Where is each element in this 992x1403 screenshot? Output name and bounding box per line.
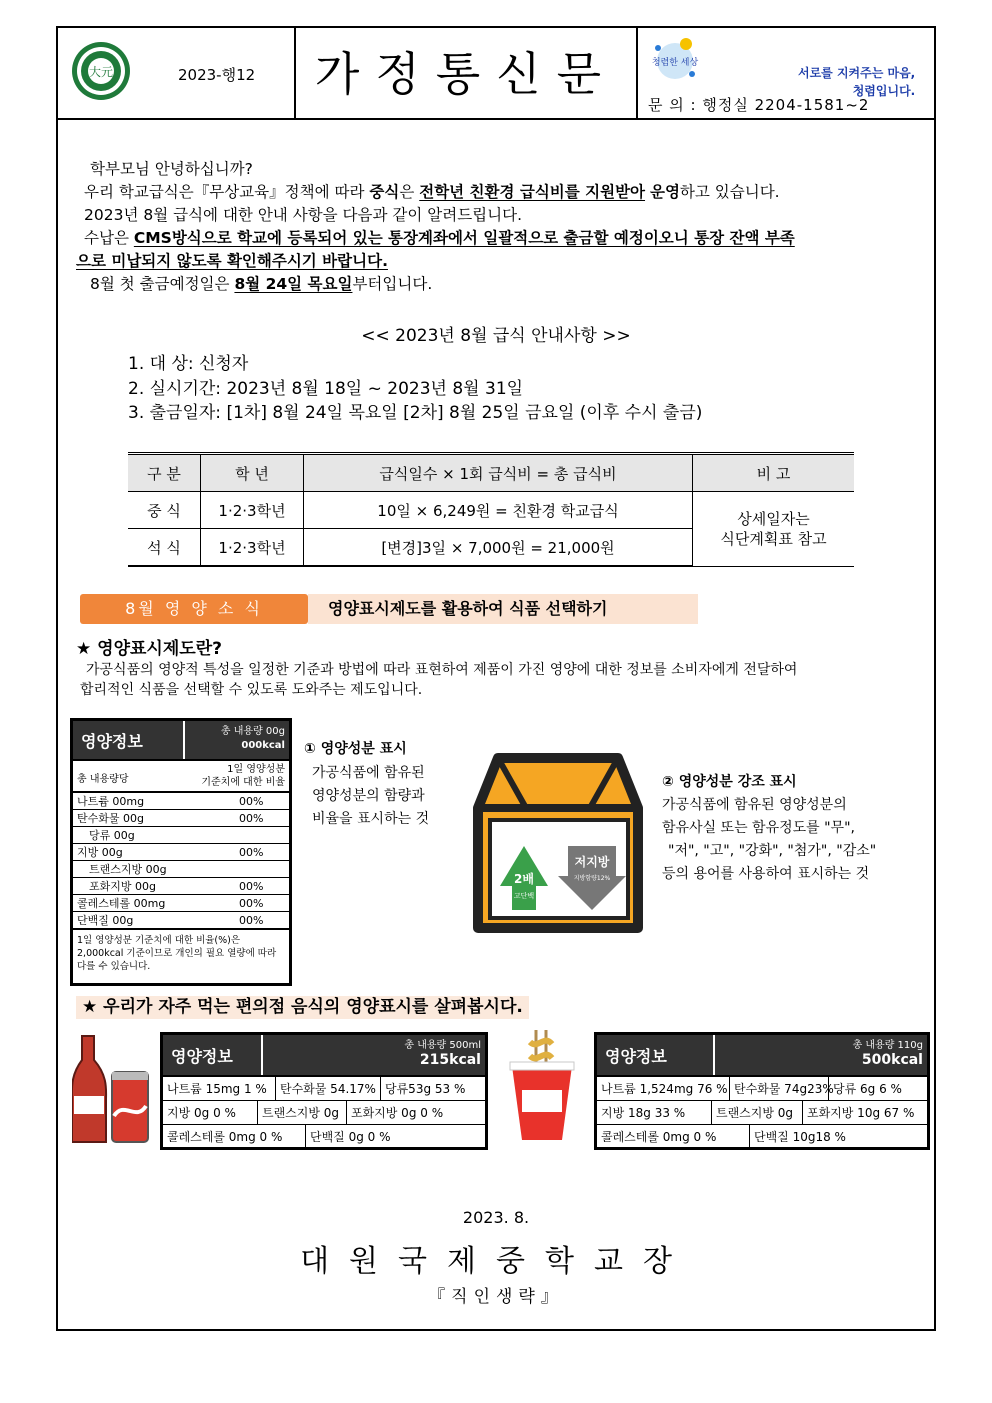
item2-title: ② 영양성분 강조 표시 [662, 774, 797, 790]
label-row: 지방 00g 00% [73, 844, 289, 861]
svg-text:고단백: 고단백 [513, 892, 535, 900]
page-title: 가정통신문 [314, 47, 618, 101]
label-total-kcal: 000kcal [241, 740, 285, 751]
label-row: 지방 18g 33 % 트랜스지방 0g 포화지방 10g 67 % [597, 1101, 927, 1125]
definition-line-2: 합리적인 식품을 선택할 수 있도록 도와주는 제도입니다. [80, 682, 423, 698]
item2-line: "저", "고", "강화", "첨가", "감소" [668, 843, 877, 859]
item2-line: 등의 용어를 사용하여 표시하는 것 [662, 866, 870, 882]
notice-heading: << 2023년 8월 급식 안내사항 >> [361, 326, 631, 346]
svg-text:2배: 2배 [514, 872, 534, 886]
label-header [73, 721, 289, 761]
seal-omitted: 『직인생략』 [428, 1287, 564, 1307]
intro-paragraph-1: 우리 학교급식은『무상교육』정책에 따라 중식은 전학년 친환경 급식비를 지원받아 운영하고 있습니다. [84, 183, 780, 201]
item2-line: 함유사실 또는 함유정도를 "무", [662, 820, 855, 836]
item2-line: 가공식품에 함유된 영양성분의 [662, 797, 847, 813]
label-sub-right-b: 기준치에 대한 비율 [201, 777, 285, 788]
label-sub-left: 총 내용량당 [77, 774, 129, 785]
table-row [128, 492, 854, 529]
table-header: 급식일수 × 1회 급식비 = 총 급식비 [304, 454, 693, 492]
cup-ramen-icon [500, 1030, 584, 1142]
svg-text:지방함량12%: 지방함량12% [573, 875, 611, 882]
label-total [183, 721, 289, 759]
principal-name: 대원국제중학교장 [300, 1244, 692, 1279]
label-header [163, 1035, 485, 1077]
label-row: 콜레스테롤 0mg 0 % 단백질 0g 0 % [163, 1125, 485, 1148]
label-row: 트랜스지방 00g [73, 861, 289, 878]
integrity-slogan [798, 64, 915, 100]
table-remark-cell [693, 492, 855, 567]
label-total [261, 1035, 485, 1075]
table-cell: 중 식 [128, 492, 201, 529]
label-sub-right [201, 763, 285, 789]
label-row: 단백질 00g 00% [77, 913, 264, 927]
table-header: 비 고 [693, 454, 855, 492]
slogan-line-1: 서로를 지켜주는 마음, [798, 66, 916, 80]
label-note: 1일 영양성분 기준치에 대한 비율(%)은 2,000kcal 기준이므로 개인의 필요 열량에 따라 다를 수 있습니다. [73, 928, 289, 977]
item1-line: 비율을 표시하는 것 [312, 811, 430, 827]
cola-nutrition-label [160, 1032, 488, 1150]
contact-info: 문 의 : 행정실 2204-1581~2 [648, 96, 870, 114]
label-row: 포화지방 00g 00% [73, 878, 289, 895]
document-number: 2023-행12 [178, 66, 256, 84]
table-cell: 10일 × 6,249원 = 친환경 학교급식 [304, 492, 693, 529]
table-header: 학 년 [201, 454, 304, 492]
label-row: 나트륨 1,524mg 76 % 탄수화물 74g23% 당류 6g 6 % [597, 1077, 927, 1101]
intro-paragraph-3: 수납은 CMS방식으로 학교에 등록되어 있는 통장계좌에서 일괄적으로 출금할 예정이오니 통장 잔액 부족 [84, 229, 795, 247]
table-cell: [변경]3일 × 7,000원 = 21,000원 [304, 529, 693, 567]
label-total-amount: 총 내용량 110g [852, 1040, 923, 1051]
table-header: 구 분 [128, 454, 201, 492]
remark-line-1: 상세일자는 [737, 509, 810, 528]
slogan-line-2: 청렴입니다. [852, 84, 916, 98]
ramen-nutrition-label [594, 1032, 930, 1150]
item1-line: 가공식품에 함유된 [312, 765, 425, 781]
label-row: 당류 00g [73, 827, 289, 844]
milk-carton-icon [468, 748, 648, 946]
label-row: 콜레스테롤 00mg 00% [73, 895, 289, 912]
definition-line-1: 가공식품의 영양적 특성을 일정한 기준과 방법에 따라 표현하여 제품이 가진 영양에 대한 정보를 소비자에게 전달하여 [86, 662, 798, 678]
news-topic: 영양표시제도를 활용하여 식품 선택하기 [308, 594, 698, 624]
label-total [713, 1035, 927, 1075]
label-sub-right-a: 1일 영양성분 [227, 764, 285, 775]
notice-item-2: 2. 실시기간: 2023년 8월 18일 ~ 2023년 8월 31일 [128, 379, 524, 399]
svg-text:청렴한 세상: 청렴한 세상 [651, 58, 699, 68]
table-cell: 석 식 [128, 529, 201, 567]
label-total-amount: 총 내용량 00g [220, 726, 285, 737]
news-tag: 8월 영 양 소 식 [80, 594, 308, 624]
label-row: 탄수화물 00g 00% [73, 810, 289, 827]
header [58, 28, 934, 120]
label-row: 지방 0g 0 % 트랜스지방 0g 포화지방 0g 0 % [163, 1101, 485, 1125]
footer-date: 2023. 8. [462, 1208, 530, 1227]
sample-nutrition-label [70, 718, 292, 986]
cola-can-icon [72, 1030, 152, 1148]
label-row: 콜레스테롤 0mg 0 % 단백질 10g18 % [597, 1125, 927, 1148]
label-total-kcal: 215kcal [419, 1052, 481, 1068]
section-heading-1: ★ 영양표시제도란? [76, 639, 222, 659]
table-cell: 1·2·3학년 [201, 529, 304, 567]
label-subheader [73, 761, 289, 793]
greeting: 학부모님 안녕하십니까? [90, 160, 253, 178]
section-heading-2: ★ 우리가 자주 먹는 편의점 음식의 영양표시를 살펴봅시다. [76, 996, 529, 1019]
intro-paragraph-3-cont: 으로 미납되지 않도록 확인해주시기 바랍니다. [76, 252, 388, 270]
intro-paragraph-2: 2023년 8월 급식에 대한 안내 사항을 다음과 같이 알려드립니다. [84, 206, 523, 224]
notice-item-1: 1. 대 상: 신청자 [128, 354, 249, 374]
svg-text:大元: 大元 [88, 65, 114, 79]
label-total-amount: 총 내용량 500ml [404, 1040, 481, 1051]
table-cell: 1·2·3학년 [201, 492, 304, 529]
meal-fee-table [128, 452, 854, 567]
label-total-kcal: 500kcal [861, 1052, 923, 1068]
label-name: 영양정보 [163, 1035, 261, 1075]
remark-line-2: 식단계획표 참고 [720, 529, 827, 548]
label-name: 영양정보 [73, 721, 183, 759]
table-header-row [128, 454, 854, 492]
label-name: 영양정보 [597, 1035, 713, 1075]
label-row: 나트륨 15mg 1 % 탄수화물 54.17% 당류53g 53 % [163, 1077, 485, 1101]
intro-paragraph-4: 8월 첫 출금예정일은 8월 24일 목요일부터입니다. [90, 275, 433, 293]
item1-title: ① 영양성분 표시 [304, 741, 407, 757]
notice-item-3: 3. 출금일자: [1차] 8월 24일 목요일 [2차] 8월 25일 금요일 (이후 수시 출금) [128, 403, 703, 423]
header-left-cell [58, 28, 296, 118]
item1-line: 영양성분의 함량과 [312, 788, 425, 804]
svg-text:저지방: 저지방 [574, 855, 610, 869]
integrity-logo-icon [648, 34, 702, 88]
label-row: 나트륨 00mg 00% [73, 793, 289, 810]
label-header [597, 1035, 927, 1077]
school-logo-icon [70, 40, 132, 102]
